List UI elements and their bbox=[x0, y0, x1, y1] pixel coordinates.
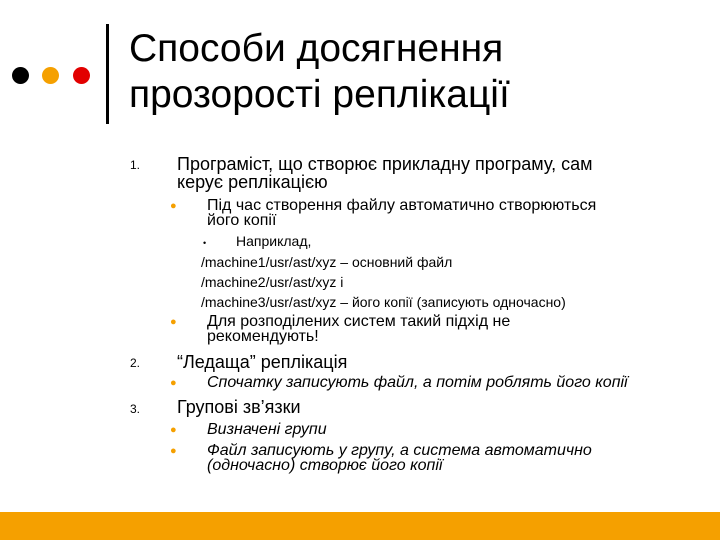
bullet-icon: ● bbox=[170, 200, 177, 212]
item-3-sub-2-line-1: Файл записують у групу, а система автоматично bbox=[207, 442, 592, 459]
item-1-sub-2-line-2: рекомендують! bbox=[207, 328, 319, 345]
black-dot-decoration bbox=[12, 67, 29, 84]
bullet-icon: ● bbox=[170, 377, 177, 389]
title-divider bbox=[106, 24, 109, 124]
bullet-icon: ● bbox=[170, 316, 177, 328]
item-1-sub-2-line-1: Для розподілених систем такий підхід не bbox=[207, 313, 511, 330]
item-3-number: 3. bbox=[130, 402, 141, 416]
title-line-2: прозорості реплікації bbox=[129, 73, 510, 116]
title-line-1: Способи досягнення bbox=[129, 27, 504, 70]
item-3-text: Групові зв’язки bbox=[177, 397, 301, 417]
item-1-sub-2 bbox=[207, 314, 510, 344]
red-dot-decoration bbox=[73, 67, 90, 84]
bullet-icon: ● bbox=[170, 445, 177, 457]
item-1-sub-1 bbox=[207, 198, 596, 228]
orange-dot-decoration bbox=[42, 67, 59, 84]
item-3-sub-1: Визначені групи bbox=[207, 421, 327, 438]
item-3-sub-2 bbox=[207, 443, 592, 473]
example-line-1: Наприклад, bbox=[236, 233, 312, 249]
bullet-icon: ● bbox=[170, 424, 177, 436]
slide-title bbox=[129, 26, 510, 118]
item-1-number: 1. bbox=[130, 158, 141, 172]
item-2-sub-1: Спочатку записують файл, а потім роблять його копії bbox=[207, 374, 628, 391]
example-line-4: /machine3/usr/ast/xyz – його копії (записують одночасно) bbox=[201, 294, 566, 310]
item-1-sub-1-line-1: Під час створення файлу автоматично створюються bbox=[207, 197, 597, 214]
item-2-number: 2. bbox=[130, 356, 141, 370]
item-2-text: “Ледаща” реплікація bbox=[177, 352, 348, 372]
footer-bar bbox=[0, 512, 720, 540]
item-1-line-1: Програміст, що створює прикладну програму, сам bbox=[177, 154, 593, 174]
item-1-text bbox=[177, 155, 592, 191]
item-1-sub-1-line-2: його копії bbox=[207, 212, 277, 229]
small-bullet-icon: • bbox=[203, 238, 207, 248]
item-3-sub-2-line-2: (одночасно) створює його копії bbox=[207, 457, 443, 474]
example-line-3: /machine2/usr/ast/xyz і bbox=[201, 274, 344, 290]
item-1-line-2: керує реплікацією bbox=[177, 172, 328, 192]
example-line-2: /machine1/usr/ast/xyz – основний файл bbox=[201, 254, 453, 270]
